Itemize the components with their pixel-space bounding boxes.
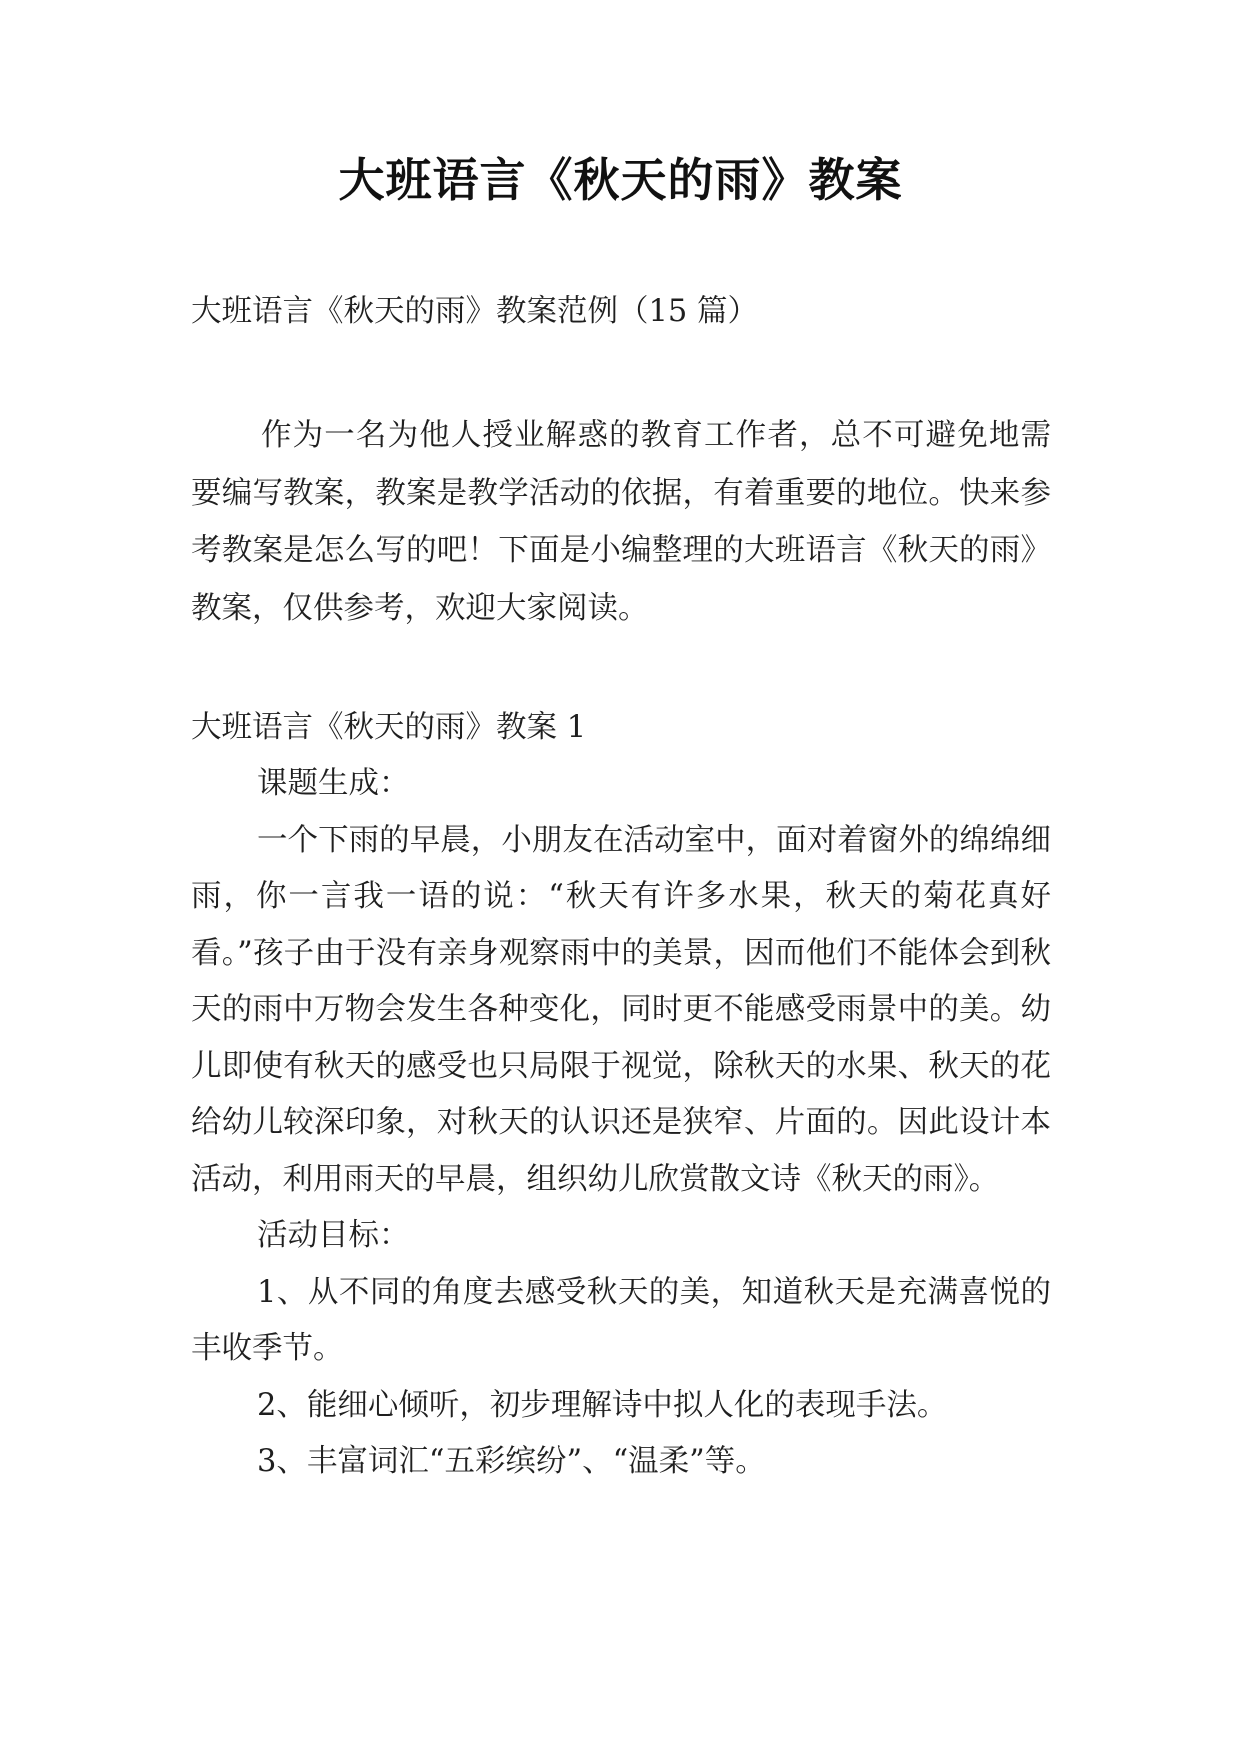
document-subtitle: 大班语言《秋天的雨》教案范例（15 篇） <box>191 294 759 329</box>
intro-paragraph: 作为一名为他人授业解惑的教育工作者，总不可避免地需要编写教案，教案是教学活动的依据，有着重要的地位。快来参考教案是怎么写的吧！下面是小编整理的大班语言《秋天的雨》教案，仅供参考，欢迎大家阅读。 <box>191 418 1051 626</box>
document-title: 大班语言《秋天的雨》教案 <box>338 153 903 207</box>
goals-label: 活动目标： <box>257 1218 410 1253</box>
goal-item-3: 3、丰富词汇“五彩缤纷”、“温柔”等。 <box>257 1444 766 1479</box>
section-heading: 大班语言《秋天的雨》教案 1 <box>191 710 587 745</box>
goal-item-1: 1、从不同的角度去感受秋天的美，知道秋天是充满喜悦的丰收季节。 <box>191 1274 1051 1366</box>
topic-label: 课题生成： <box>257 766 410 801</box>
goal-item-2: 2、能细心倾听，初步理解诗中拟人化的表现手法。 <box>257 1387 948 1423</box>
topic-paragraph: 一个下雨的早晨，小朋友在活动室中，面对着窗外的绵绵细雨，你一言我一语的说：“秋天有许多水果，秋天的菊花真好看。”孩子由于没有亲身观察雨中的美景，因而他们不能体会到秋天的雨中万物会发生各种变化，同时更不能感受雨景中的美。幼儿即使有秋天的感受也只局限于视觉，除秋天的水果、秋天的花给幼儿较深印象，对秋天的认识还是狭窄、片面的。因此设计本活动，利用雨天的早晨，组织幼儿欣赏散文诗《秋天的雨》。 <box>191 822 1051 1197</box>
lesson-plan-section-1 <box>191 700 1051 1491</box>
